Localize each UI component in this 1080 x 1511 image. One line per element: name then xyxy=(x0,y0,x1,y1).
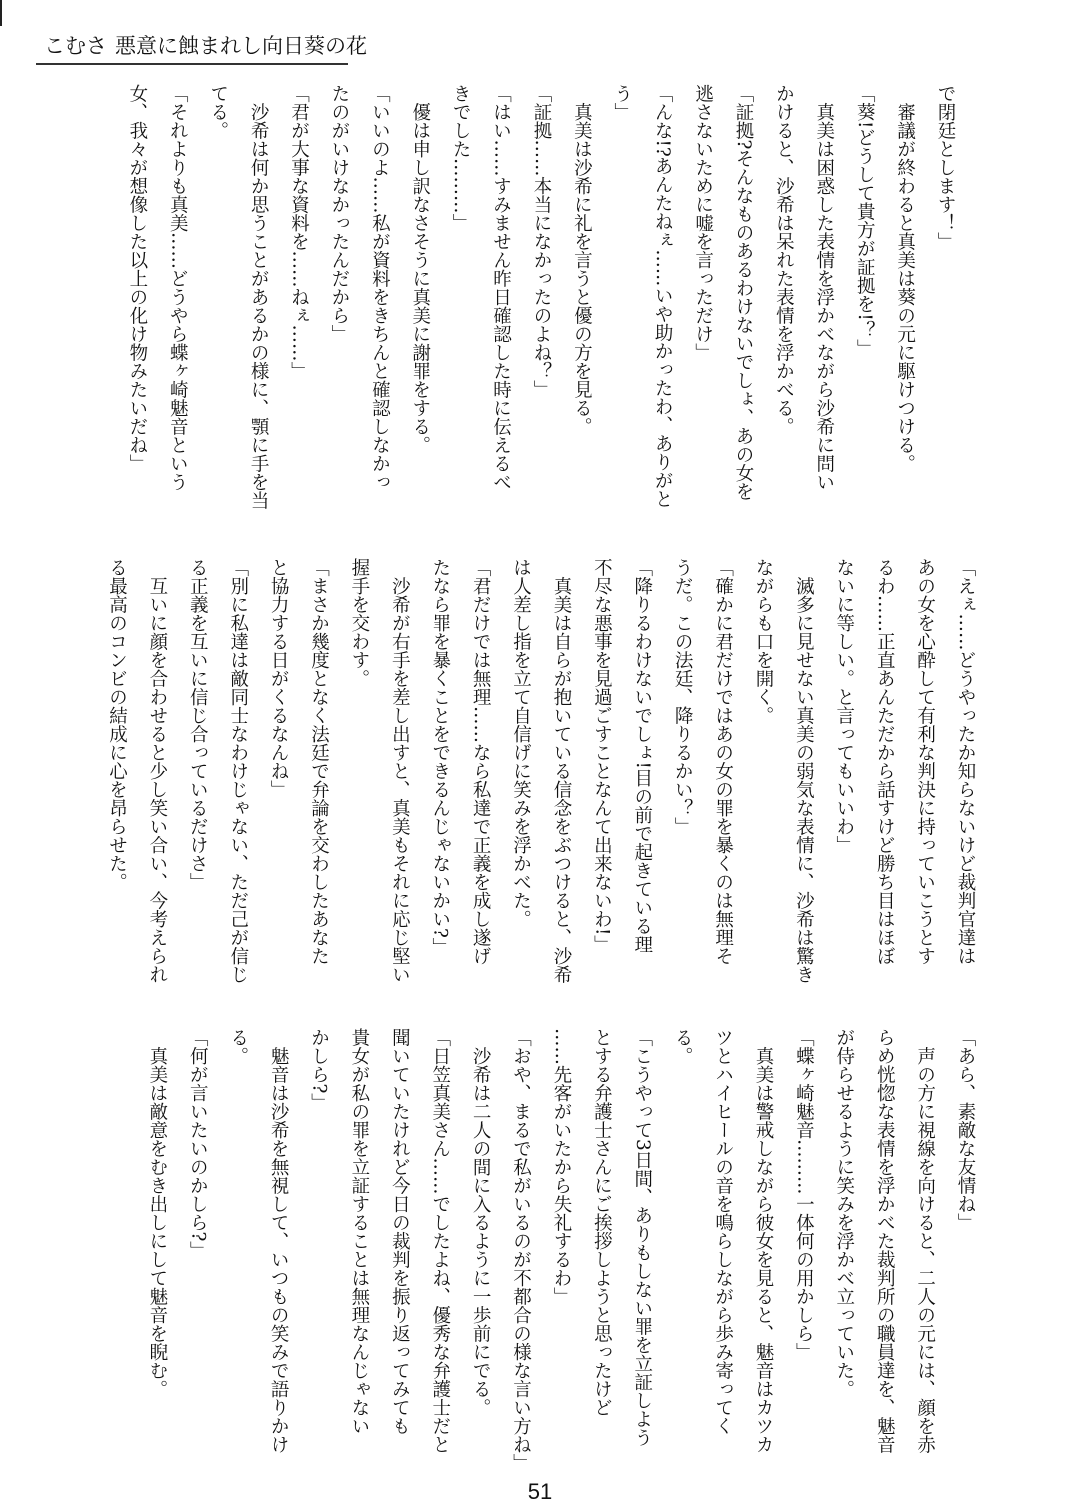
text-column: 「証拠?そんなものあるわけないでしょ、あの女を xyxy=(732,84,754,501)
text-column: 「君が大事な資料を……ねぇ……」 xyxy=(288,84,310,380)
text-column: 「何が言いたいのかしら?」 xyxy=(187,1028,209,1260)
text-column: るわ……正直あんただから話すけど勝ち目はほぼ xyxy=(874,558,896,965)
text-column: 「いいのよ……私が資料をきちんと確認しなかっ xyxy=(369,84,391,491)
running-header xyxy=(36,30,367,65)
text-column: 審議が終わると真美は葵の元に駆けつける。 xyxy=(894,84,916,473)
text-column: 握手を交わす。 xyxy=(348,558,370,688)
text-column: 真美は警戒しながら彼女を見ると、魅音はカツカ xyxy=(752,1028,774,1454)
text-column: 「君だけでは無理……なら私達で正義を成し遂げ xyxy=(470,558,492,965)
text-column: 逃さないために嘘を言っただけ」 xyxy=(692,84,714,362)
text-column: 「それよりも真美……どうやら蝶ヶ崎魅音という xyxy=(167,84,189,491)
text-column: 声の方に視線を向けると、二人の元には、顔を赤 xyxy=(914,1028,936,1454)
text-column: 沙希は何か思うことがあるかの様に、顎に手を当 xyxy=(248,84,270,510)
text-column: 互いに顔を合わせると少し笑い合い、今考えられ xyxy=(146,558,168,984)
text-column: ないに等しい。と言ってもいいわ」 xyxy=(833,558,855,854)
text-column: 「んな!?あんたねぇ……いや助かったわ、ありがと xyxy=(652,84,674,509)
text-column: 真美は沙希に礼を言うと優の方を見る。 xyxy=(571,84,593,436)
text-column: ……先客がいたから失礼するわ」 xyxy=(550,1028,572,1306)
header-author: こむさ xyxy=(44,34,107,58)
text-column: 真美は困惑した表情を浮かべながら沙希に問い xyxy=(813,84,835,491)
text-column: 女、我々が想像した以上の化け物みたいだね」 xyxy=(126,84,148,473)
text-column: 「あら、素敵な友情ね」 xyxy=(955,1028,976,1232)
text-column: てる。 xyxy=(207,84,229,140)
text-block-bottom xyxy=(136,1028,985,1472)
text-block-top xyxy=(116,84,965,510)
text-column: かしら?」 xyxy=(308,1028,330,1112)
text-column: 「えぇ……どうやったか知らないけど裁判官達は xyxy=(955,558,976,965)
text-column: 「確かに君だけではあの女の罪を暴くのは無理そ xyxy=(712,558,734,965)
text-column: たなら罪を暴くことをできるんじゃないかい?」 xyxy=(429,558,451,957)
text-column: あの女を心酔して有利な判決に持っていこうとす xyxy=(914,558,936,965)
text-column: る。 xyxy=(227,1028,249,1065)
text-column: うだ。この法廷、降りるかい？」 xyxy=(672,558,694,836)
page-number: 51 xyxy=(527,1479,553,1504)
text-column: 真美は敵意をむき出しにして魅音を睨む。 xyxy=(146,1028,168,1398)
text-column: 「降りるわけないでしょ!目の前で起きている理 xyxy=(631,558,653,954)
header-title: 悪意に蝕まれし向日葵の花 xyxy=(115,34,367,58)
text-column: 貴女が私の罪を立証することは無理なんじゃない xyxy=(348,1028,370,1435)
text-column: る最高のコンビの結成に心を昂らせた。 xyxy=(106,558,128,891)
text-column: う」 xyxy=(611,84,633,121)
text-column: きでした………」 xyxy=(450,84,472,232)
text-column: 「おや、まるで私がいるのが不都合の様な言い方ね」 xyxy=(510,1028,532,1472)
text-column: 「こうやって3日間、ありもしない罪を立証しよう xyxy=(631,1028,653,1447)
text-column: 「蝶ヶ崎魅音………一体何の用かしら」 xyxy=(793,1028,815,1361)
text-column: 「別に私達は敵同士なわけじゃない、ただ己が信じ xyxy=(227,558,249,984)
text-column: で閉廷とします！」 xyxy=(935,84,956,251)
text-column: 「まさか幾度となく法廷で弁論を交わしたあなた xyxy=(308,558,330,965)
text-column: る正義を互いに信じ合っているだけさ」 xyxy=(187,558,209,891)
text-column: ツとハイヒールの音を鳴らしながら歩み寄ってく xyxy=(712,1028,734,1435)
text-column: 「証拠……本当になかったのよね？」 xyxy=(530,84,552,399)
text-column: とする弁護士さんにご挨拶しようと思ったけど xyxy=(591,1028,613,1417)
text-column: 沙希は二人の間に入るように一歩前にでる。 xyxy=(470,1028,492,1417)
crop-mark xyxy=(0,0,2,26)
text-block-middle xyxy=(96,558,985,984)
text-column: 沙希が右手を差し出すと、真美もそれに応じ堅い xyxy=(389,558,411,984)
text-column: と協力する日がくるなんね」 xyxy=(268,558,290,799)
text-column: かけると、沙希は呆れた表情を浮かべる。 xyxy=(773,84,795,436)
text-column: 不尽な悪事を見過ごすことなんて出来ないわ!」 xyxy=(591,558,613,954)
text-column: 「日笠真美さん……でしたよね、優秀な弁護士だと xyxy=(429,1028,451,1454)
text-column: 「はい……すみません昨日確認した時に伝えるべ xyxy=(490,84,512,491)
text-column: ながらも口を開く。 xyxy=(752,558,774,725)
text-column: 魅音は沙希を無視して、いつもの笑みで語りかけ xyxy=(268,1028,290,1454)
text-column: たのがいけなかったんだから」 xyxy=(328,84,350,343)
text-column: 真美は自らが抱いている信念をぶつけると、沙希 xyxy=(550,558,572,984)
text-column: は人差し指を立て自信げに笑みを浮かべた。 xyxy=(510,558,532,928)
text-column: 聞いていたけれど今日の裁判を振り返ってみても xyxy=(389,1028,411,1435)
text-column: 「葵!どうして貴方が証拠を!？」 xyxy=(854,84,876,358)
text-column: る。 xyxy=(672,1028,694,1065)
text-column: が侍らせるように笑みを浮かべ立っていた。 xyxy=(833,1028,855,1398)
text-column: 優は申し訳なさそうに真美に謝罪をする。 xyxy=(409,84,431,454)
text-column: らめ恍惚な表情を浮かべた裁判所の職員達を、魅音 xyxy=(874,1028,896,1454)
text-column: 滅多に見せない真美の弱気な表情に、沙希は驚き xyxy=(793,558,815,984)
